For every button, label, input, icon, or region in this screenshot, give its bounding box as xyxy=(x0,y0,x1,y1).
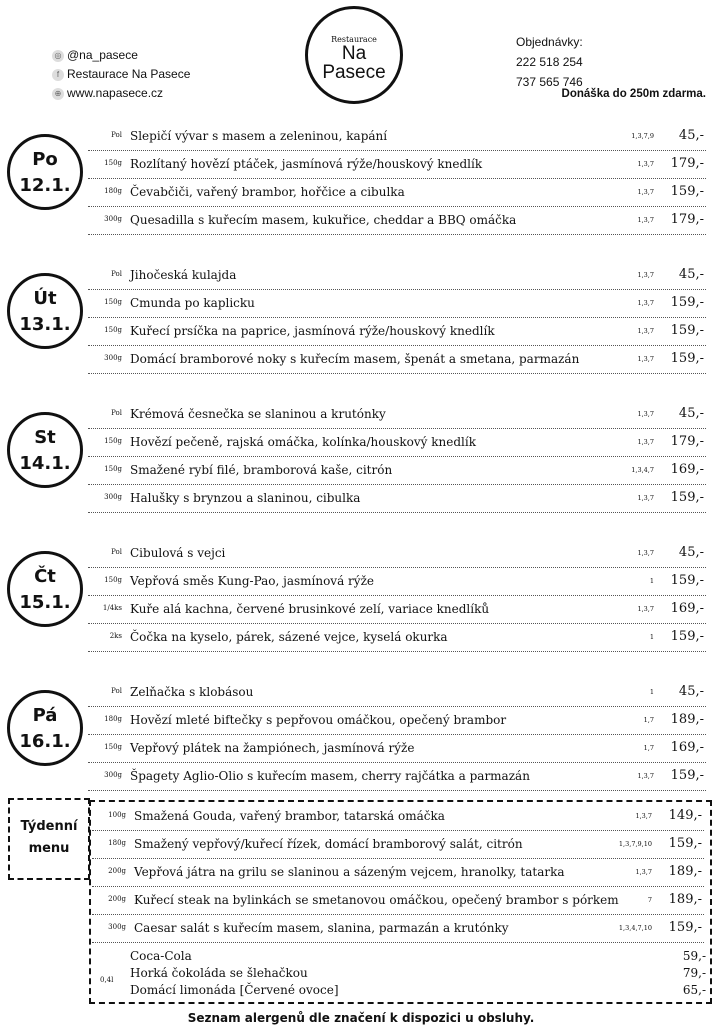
item-name: Kuřecí prsíčka na paprice, jasmínová rýže/houskový knedlík xyxy=(130,324,495,338)
social-web[interactable] xyxy=(52,84,190,103)
web-icon: ⊕ xyxy=(52,88,64,100)
item-name: Vepřový plátek na žampiónech, jasmínová rýže xyxy=(130,741,415,755)
phone-2[interactable]: 737 565 746 xyxy=(516,75,583,89)
menu-item xyxy=(88,289,706,318)
item-allergens: 1,3,7 xyxy=(637,410,654,418)
item-portion: 300g xyxy=(108,923,126,931)
day-date: 12.1. xyxy=(19,175,71,196)
weekly-menu-item xyxy=(92,914,704,943)
drink-name: Coca-Cola xyxy=(130,949,192,963)
day-badge xyxy=(7,690,83,766)
menu-item xyxy=(88,178,706,207)
item-allergens: 1,3,7 xyxy=(635,812,652,820)
item-price: 45,- xyxy=(678,267,704,282)
item-allergens: 1,3,7 xyxy=(637,188,654,196)
item-allergens: 1,3,7 xyxy=(637,160,654,168)
item-allergens: 1,3,7 xyxy=(635,868,652,876)
item-allergens: 1,3,4,7 xyxy=(631,466,654,474)
facebook-name: Restaurace Na Pasece xyxy=(67,67,191,81)
social-links xyxy=(52,46,190,103)
logo-line1: Na xyxy=(341,43,367,64)
item-portion: 100g xyxy=(108,811,126,819)
item-portion: 200g xyxy=(108,895,126,903)
item-portion: 150g xyxy=(104,159,122,167)
logo-line2: Pasece xyxy=(322,62,386,83)
item-portion: Pol xyxy=(111,687,122,695)
item-allergens: 1,3,7,9 xyxy=(631,132,654,140)
item-name: Kuře alá kachna, červené brusinkové zelí, variace knedlíků xyxy=(130,602,490,616)
day-name: Pá xyxy=(32,705,58,726)
item-allergens: 1,3,7 xyxy=(637,438,654,446)
item-name: Smažený vepřový/kuřecí řízek, domácí bramborový salát, citrón xyxy=(134,837,523,851)
day-date: 14.1. xyxy=(19,453,71,474)
item-name: Kuřecí steak na bylinkách se smetanovou omáčkou, opečený brambor s pórkem xyxy=(134,893,619,907)
item-name: Hovězí mleté biftečky s pepřovou omáčkou, opečený brambor xyxy=(130,713,507,727)
website-url: www.napasece.cz xyxy=(67,86,164,100)
item-allergens: 1,3,7 xyxy=(637,772,654,780)
menu-item xyxy=(88,484,706,513)
item-price: 189,- xyxy=(668,864,702,879)
weekly-menu-item xyxy=(92,802,704,831)
item-allergens: 1 xyxy=(649,688,654,696)
day-date: 15.1. xyxy=(19,592,71,613)
item-price: 189,- xyxy=(668,892,702,907)
drinks-amount: 0,4l xyxy=(100,976,114,984)
weekly-title-2: menu xyxy=(28,841,70,856)
item-price: 159,- xyxy=(670,629,704,644)
item-name: Caesar salát s kuřecím masem, slanina, parmazán a krutónky xyxy=(134,921,509,935)
item-allergens: 1,3,4,7,10 xyxy=(618,924,652,932)
item-portion: 180g xyxy=(108,839,126,847)
item-portion: Pol xyxy=(111,409,122,417)
weekly-title-1: Týdenní xyxy=(20,819,78,834)
item-name: Cibulová s vejci xyxy=(130,546,226,560)
item-name: Krémová česnečka se slaninou a krutónky xyxy=(130,407,386,421)
item-allergens: 1,3,7 xyxy=(637,216,654,224)
item-portion: 180g xyxy=(104,715,122,723)
item-price: 45,- xyxy=(678,406,704,421)
social-instagram[interactable] xyxy=(52,46,190,65)
menu-item xyxy=(88,428,706,457)
item-price: 179,- xyxy=(670,156,704,171)
item-portion: 1/4ks xyxy=(102,604,122,612)
item-portion: 150g xyxy=(104,576,122,584)
item-name: Jihočeská kulajda xyxy=(130,268,237,282)
weekly-menu-item xyxy=(92,830,704,859)
item-name: Zelňačka s klobásou xyxy=(130,685,254,699)
item-allergens: 1,3,7 xyxy=(637,327,654,335)
item-price: 159,- xyxy=(670,490,704,505)
facebook-icon: f xyxy=(52,69,64,81)
item-price: 169,- xyxy=(670,740,704,755)
item-allergens: 1,7 xyxy=(643,716,654,724)
item-portion: 300g xyxy=(104,771,122,779)
item-name: Čočka na kyselo, párek, sázené vejce, kyselá okurka xyxy=(130,630,448,644)
item-allergens: 1,7 xyxy=(643,744,654,752)
item-allergens: 1,3,7 xyxy=(637,299,654,307)
item-price: 159,- xyxy=(670,295,704,310)
item-allergens: 1,3,7 xyxy=(637,271,654,279)
item-portion: 150g xyxy=(104,326,122,334)
day-date: 16.1. xyxy=(19,731,71,752)
item-name: Smažené rybí filé, bramborová kaše, citrón xyxy=(130,463,393,477)
item-portion: 300g xyxy=(104,215,122,223)
menu-item xyxy=(88,734,706,763)
order-contact xyxy=(516,32,583,92)
menu-item xyxy=(88,317,706,346)
item-name: Cmunda po kaplicku xyxy=(130,296,255,310)
menu-item xyxy=(88,206,706,235)
day-name: St xyxy=(34,427,56,448)
day-name: Po xyxy=(32,149,58,170)
restaurant-logo xyxy=(305,6,403,104)
item-price: 45,- xyxy=(678,128,704,143)
item-allergens: 1,3,7 xyxy=(637,494,654,502)
logo-small-text: Restaurace xyxy=(331,35,377,44)
menu-item xyxy=(88,595,706,624)
order-label: Objednávky: xyxy=(516,35,583,49)
item-portion: 150g xyxy=(104,465,122,473)
item-portion: 300g xyxy=(104,493,122,501)
item-name: Vepřová směs Kung-Pao, jasmínová rýže xyxy=(130,574,374,588)
item-allergens: 1,3,7 xyxy=(637,355,654,363)
item-price: 169,- xyxy=(670,601,704,616)
item-allergens: 1,3,7,9,10 xyxy=(618,840,652,848)
menu-item xyxy=(88,623,706,652)
item-name: Čevabčiči, vařený brambor, hořčice a cibulka xyxy=(130,185,405,199)
item-portion: 2ks xyxy=(109,632,122,640)
item-portion: 150g xyxy=(104,298,122,306)
item-name: Rozlítaný hovězí ptáček, jasmínová rýže/houskový knedlík xyxy=(130,157,483,171)
allergen-note: Seznam alergenů dle značení k dispozici u obsluhy. xyxy=(187,1011,535,1025)
day-name: Čt xyxy=(34,566,56,587)
item-portion: Pol xyxy=(111,131,122,139)
item-price: 159,- xyxy=(670,768,704,783)
day-badge xyxy=(7,412,83,488)
item-portion: Pol xyxy=(111,270,122,278)
item-portion: 200g xyxy=(108,867,126,875)
item-price: 159,- xyxy=(668,836,702,851)
item-price: 159,- xyxy=(670,573,704,588)
item-portion: 180g xyxy=(104,187,122,195)
item-price: 179,- xyxy=(670,434,704,449)
item-price: 169,- xyxy=(670,462,704,477)
item-name: Slepičí vývar s masem a zeleninou, kapání xyxy=(130,129,388,143)
item-allergens: 1 xyxy=(649,577,654,585)
item-price: 179,- xyxy=(670,212,704,227)
item-allergens: 7 xyxy=(647,896,652,904)
item-price: 159,- xyxy=(670,351,704,366)
item-price: 45,- xyxy=(678,545,704,560)
item-name: Smažená Gouda, vařený brambor, tatarská omáčka xyxy=(134,809,445,823)
item-name: Vepřová játra na grilu se slaninou a sázeným vejcem, hranolky, tatarka xyxy=(134,865,565,879)
menu-item xyxy=(88,261,706,290)
item-name: Špagety Aglio-Olio s kuřecím masem, cherry rajčátka a parmazán xyxy=(130,769,530,783)
menu-item xyxy=(88,567,706,596)
drink-price: 65,- xyxy=(682,983,706,997)
item-portion: 150g xyxy=(104,437,122,445)
item-price: 159,- xyxy=(670,184,704,199)
item-portion: 150g xyxy=(104,743,122,751)
instagram-icon: ◎ xyxy=(52,50,64,62)
menu-item xyxy=(88,762,706,791)
item-allergens: 1,3,7 xyxy=(637,549,654,557)
item-portion: Pol xyxy=(111,548,122,556)
day-date: 13.1. xyxy=(19,314,71,335)
item-price: 189,- xyxy=(670,712,704,727)
drink-name: Domácí limonáda [Červené ovoce] xyxy=(130,983,339,997)
item-price: 45,- xyxy=(678,684,704,699)
menu-item xyxy=(88,122,706,151)
menu-item xyxy=(88,678,706,707)
drink-name: Horká čokoláda se šlehačkou xyxy=(130,966,308,980)
day-name: Út xyxy=(33,288,57,309)
item-allergens: 1 xyxy=(649,633,654,641)
menu-item xyxy=(88,456,706,485)
menu-item xyxy=(88,400,706,429)
weekly-menu-item xyxy=(92,858,704,887)
menu-item xyxy=(88,150,706,179)
drink-price: 79,- xyxy=(682,966,706,980)
weekly-menu-item xyxy=(92,886,704,915)
delivery-note: Donáška do 250m zdarma. xyxy=(561,88,706,100)
item-price: 149,- xyxy=(668,808,702,823)
day-badge xyxy=(7,273,83,349)
item-name: Quesadilla s kuřecím masem, kukuřice, cheddar a BBQ omáčka xyxy=(130,213,517,227)
item-name: Hovězí pečeně, rajská omáčka, kolínka/houskový knedlík xyxy=(130,435,476,449)
phone-1[interactable]: 222 518 254 xyxy=(516,55,583,69)
drink-price: 59,- xyxy=(682,949,706,963)
item-allergens: 1,3,7 xyxy=(637,605,654,613)
menu-item xyxy=(88,706,706,735)
day-badge xyxy=(7,551,83,627)
item-portion: 300g xyxy=(104,354,122,362)
menu-item xyxy=(88,345,706,374)
day-badge xyxy=(7,134,83,210)
item-price: 159,- xyxy=(670,323,704,338)
social-facebook[interactable] xyxy=(52,65,190,84)
instagram-handle: @na_pasece xyxy=(67,48,138,62)
item-name: Halušky s brynzou a slaninou, cibulka xyxy=(130,491,361,505)
weekly-menu-label xyxy=(8,798,90,880)
item-price: 159,- xyxy=(668,920,702,935)
item-name: Domácí bramborové noky s kuřecím masem, špenát a smetana, parmazán xyxy=(130,352,580,366)
menu-item xyxy=(88,539,706,568)
